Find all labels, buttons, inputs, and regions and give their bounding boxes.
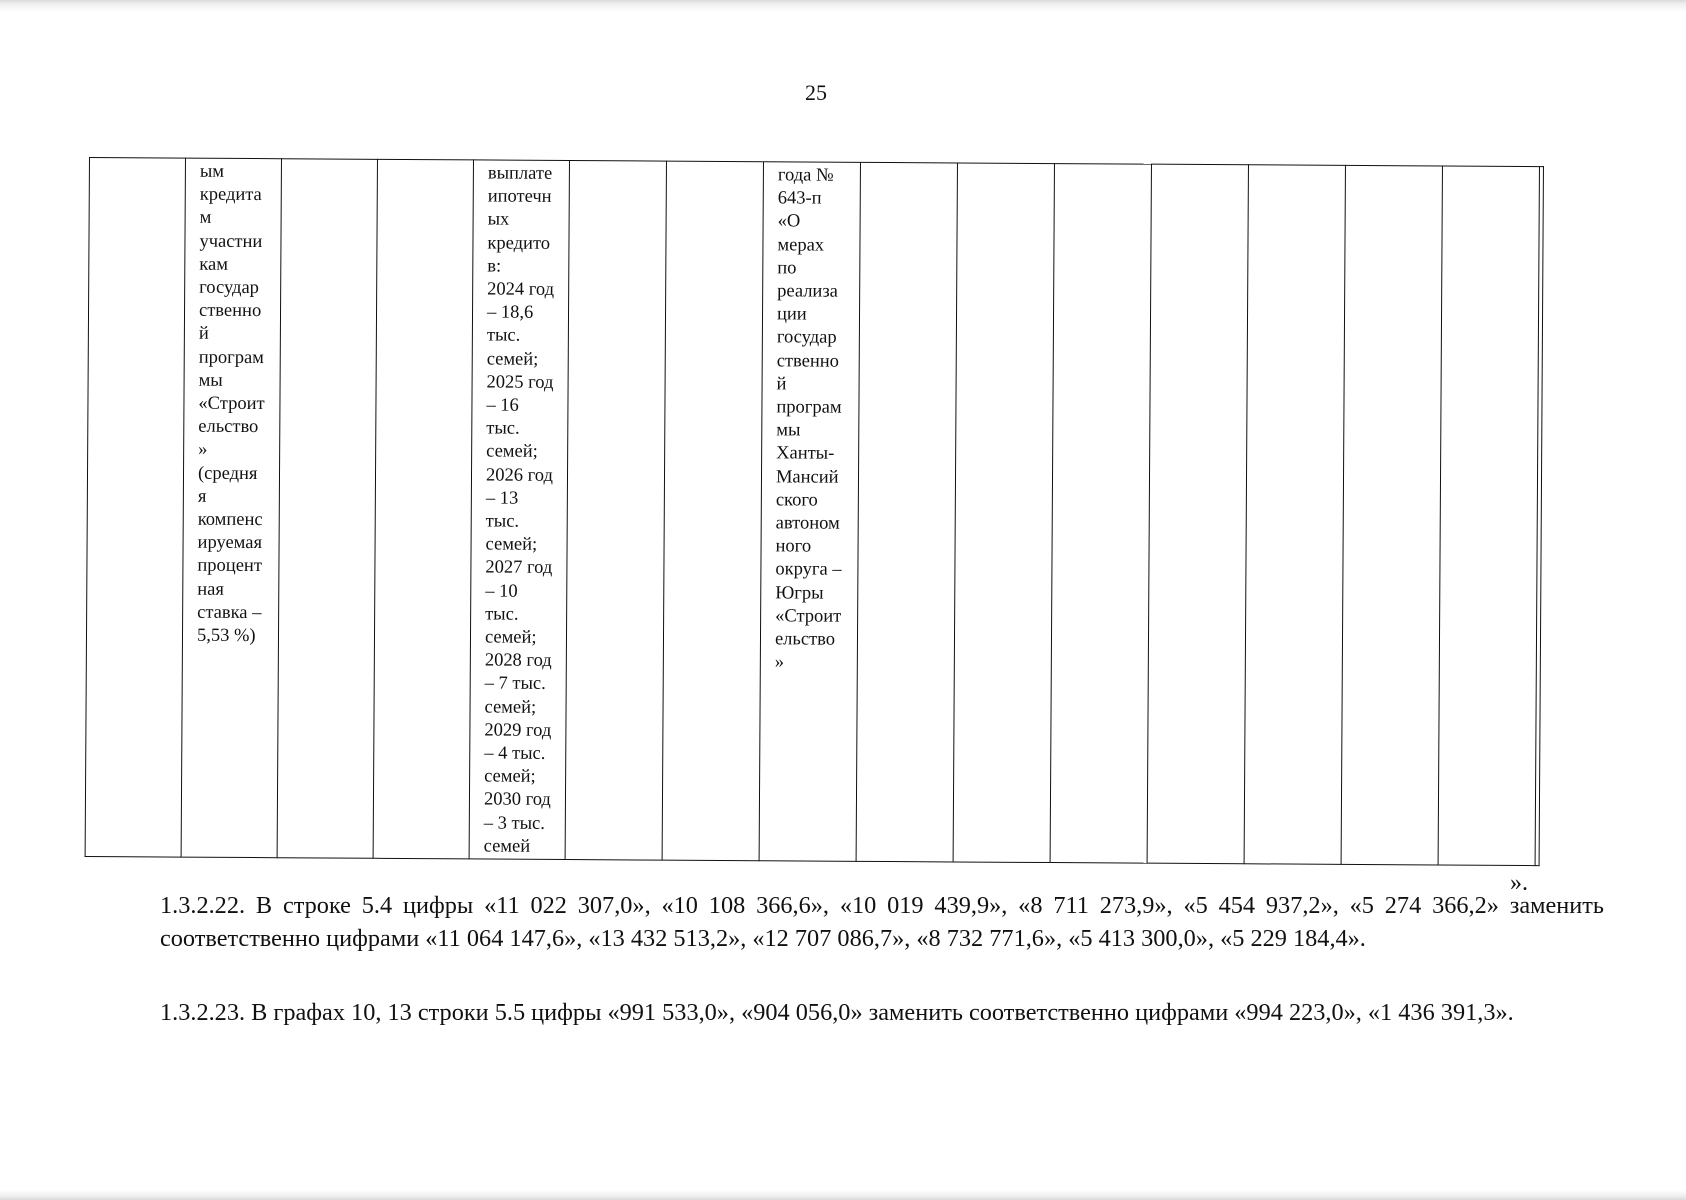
table-cell bbox=[85, 158, 185, 858]
table-cell: выплате ипотечн ых кредито в: 2024 год – 18,6 тыс. семей; 2025 год – 16 тыс. семей; 2026 год – 13 тыс. семей; 2027 год – 10 тыс. семей; 2028 год – 7 тыс. семей; 2029 год – 4 тыс. семей; 2030 год – 3 тыс. семей bbox=[469, 160, 569, 860]
table-cell: ым кредита м участни кам государ ственно й програм мы «Строит ельство » (средня я компенс ируемая процент ная ставка – 5,53 %) bbox=[181, 158, 281, 858]
program-table bbox=[85, 157, 1544, 866]
table-cell bbox=[277, 159, 377, 859]
table-cell bbox=[1147, 164, 1248, 864]
table-cell: года № 643-п «О мерах по реализа ции государ ственно й програм мы Ханты- Мансий ского автоном ного округа – Югры «Строит ельство » bbox=[759, 162, 860, 862]
table-cell bbox=[856, 162, 957, 862]
page-number: 25 bbox=[805, 80, 827, 105]
scan-edge-top bbox=[0, 0, 1686, 14]
scan-edge-bottom bbox=[0, 1188, 1686, 1200]
table-cell bbox=[1341, 165, 1442, 865]
table-cell bbox=[1244, 165, 1345, 865]
table-cell bbox=[953, 163, 1054, 863]
table-cell bbox=[1438, 166, 1539, 866]
closing-quote: ». bbox=[1510, 870, 1528, 896]
table-row bbox=[85, 158, 1543, 866]
table-cell bbox=[373, 159, 473, 859]
table-cell bbox=[662, 161, 763, 861]
paragraph-1-3-2-22: 1.3.2.22. В строке 5.4 цифры «11 022 307,0», «10 108 366,6», «10 019 439,9», «8 711 273,9», «5 454 937,2», «5 274 366,2» заменить соответственно цифрами «11 064 147,6», «13 432 513,2», «12 707 086,7», «8 732 771,6», «5 413 300,0», «5 229 184,4». bbox=[160, 892, 1604, 952]
table-cell bbox=[1050, 164, 1151, 864]
table-cell bbox=[565, 161, 666, 861]
paragraph-1-3-2-23: 1.3.2.23. В графах 10, 13 строки 5.5 цифры «991 533,0», «904 056,0» заменить соответственно цифрами «994 223,0», «1 436 391,3». bbox=[160, 999, 1514, 1026]
table-fragment bbox=[85, 157, 1544, 866]
